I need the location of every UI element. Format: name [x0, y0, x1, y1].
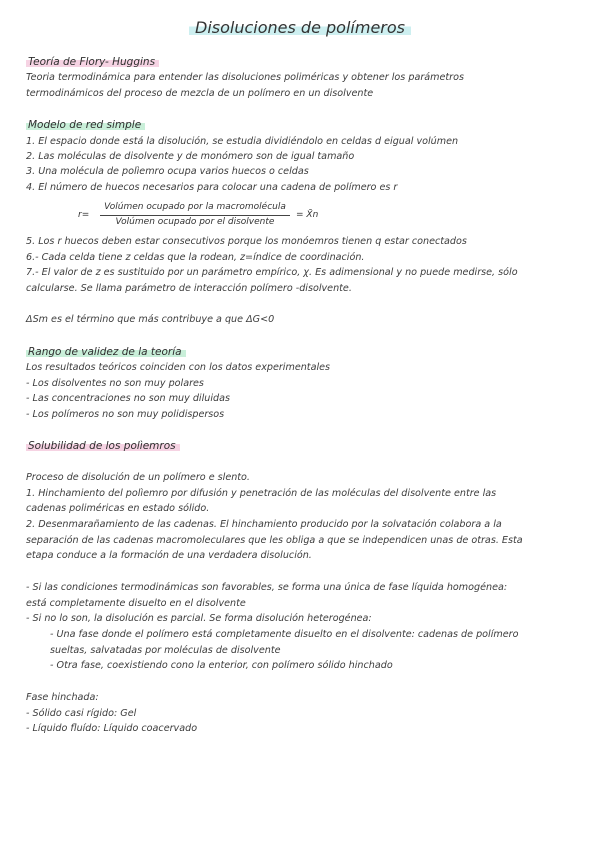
heading-solubilidad: Solubilidad de los polìemros — [26, 440, 180, 452]
text-line: 3. Una molécula de polìemro ocupa varios huecos o celdas — [26, 166, 309, 177]
text-line: Los resultados teóricos coinciden con los datos experimentales — [26, 362, 331, 373]
list-item: - Los polímeros no son muy polidispersos — [26, 409, 225, 420]
text-line: calcularse. Se llama parámetro de interacción polímero -disolvente. — [26, 283, 352, 294]
text-line: ΔSm es el término que más contribuye a que ΔG<0 — [26, 314, 275, 325]
text-line: 5. Los r huecos deben estar consecutivos porque los monóemros tienen q estar conectados — [26, 236, 467, 247]
formula-r — [78, 202, 338, 230]
list-item: - Otra fase, coexistiendo cono la enterior, con polímero sólido hinchado — [50, 660, 393, 671]
text-line: 4. El número de huecos necesarios para colocar una cadena de polímero es r — [26, 182, 398, 193]
text-line: cadenas poliméricas en estado sólido. — [26, 503, 210, 514]
list-item: - Los disolventes no son muy polares — [26, 378, 204, 389]
text-line: 1. El espacio donde está la disolución, se estudia dividiéndolo en celdas d eigual volúmen — [26, 136, 459, 147]
text-line: Proceso de disolución de un polímero e slento. — [26, 472, 250, 483]
list-item: - Líquido fluído: Líquido coacervado — [26, 723, 198, 734]
text-line: termodinámicos del proceso de mezcla de un polímero en un disolvente — [26, 88, 374, 99]
formula-rhs: = X̄n — [296, 210, 319, 220]
text-line: 7.- El valor de z es sustituido por un parámetro empírico, χ. Es adimensional y no puede medirse, sólo — [26, 267, 518, 278]
list-item: sueltas, salvatadas por moléculas de disolvente — [50, 645, 281, 656]
formula-lhs: r= — [78, 210, 90, 220]
list-item: - Sólido casi rígido: Gel — [26, 708, 137, 719]
heading-flory-huggins: Teoría de Flory- Huggins — [26, 56, 159, 68]
text-line: separación de las cadenas macromoleculares que les obliga a que se independicen unas de otras. Esta — [26, 535, 523, 546]
list-item: - Las concentraciones no son muy diluidas — [26, 393, 230, 404]
formula-denominator: Volúmen ocupado por el disolvente — [115, 217, 275, 227]
text-line: 2. Desenmarañamiento de las cadenas. El hinchamiento producido por la solvatación colabora a la — [26, 519, 502, 530]
page-title: Disoluciones de polímeros — [0, 18, 600, 37]
text-line: etapa conduce a la formación de una verdadera disolución. — [26, 550, 312, 561]
fraction-bar — [100, 215, 290, 216]
text-line: 1. Hinchamiento del polìemro por difusión y penetración de las moléculas del disolvente entre las — [26, 488, 497, 499]
formula-numerator: Volúmen ocupado por la macromolécula — [104, 202, 286, 212]
text-line: 6.- Cada celda tiene z celdas que la rodean, z=índice de coordinación. — [26, 252, 365, 263]
text-line: Fase hinchada: — [26, 692, 99, 703]
text-line: 2. Las moléculas de disolvente y de monómero son de igual tamaño — [26, 151, 355, 162]
text-line: está completamente disuelto en el disolvente — [26, 598, 246, 609]
list-item: - Una fase donde el polímero está completamente disuelto en el disolvente: cadenas de polímero — [50, 629, 519, 640]
text-line: - Si no lo son, la disolución es parcial. Se forma disolución heterogénea: — [26, 613, 372, 624]
heading-rango-validez: Rango de validez de la teoría — [26, 346, 186, 358]
text-line: - Si las condiciones termodinámicas son favorables, se forma una única de fase líquida homogénea: — [26, 582, 508, 593]
heading-modelo-red-simple: Modelo de red simple — [26, 119, 145, 131]
text-line: Teoria termodinámica para entender las disoluciones poliméricas y obtener los parámetros — [26, 72, 464, 83]
